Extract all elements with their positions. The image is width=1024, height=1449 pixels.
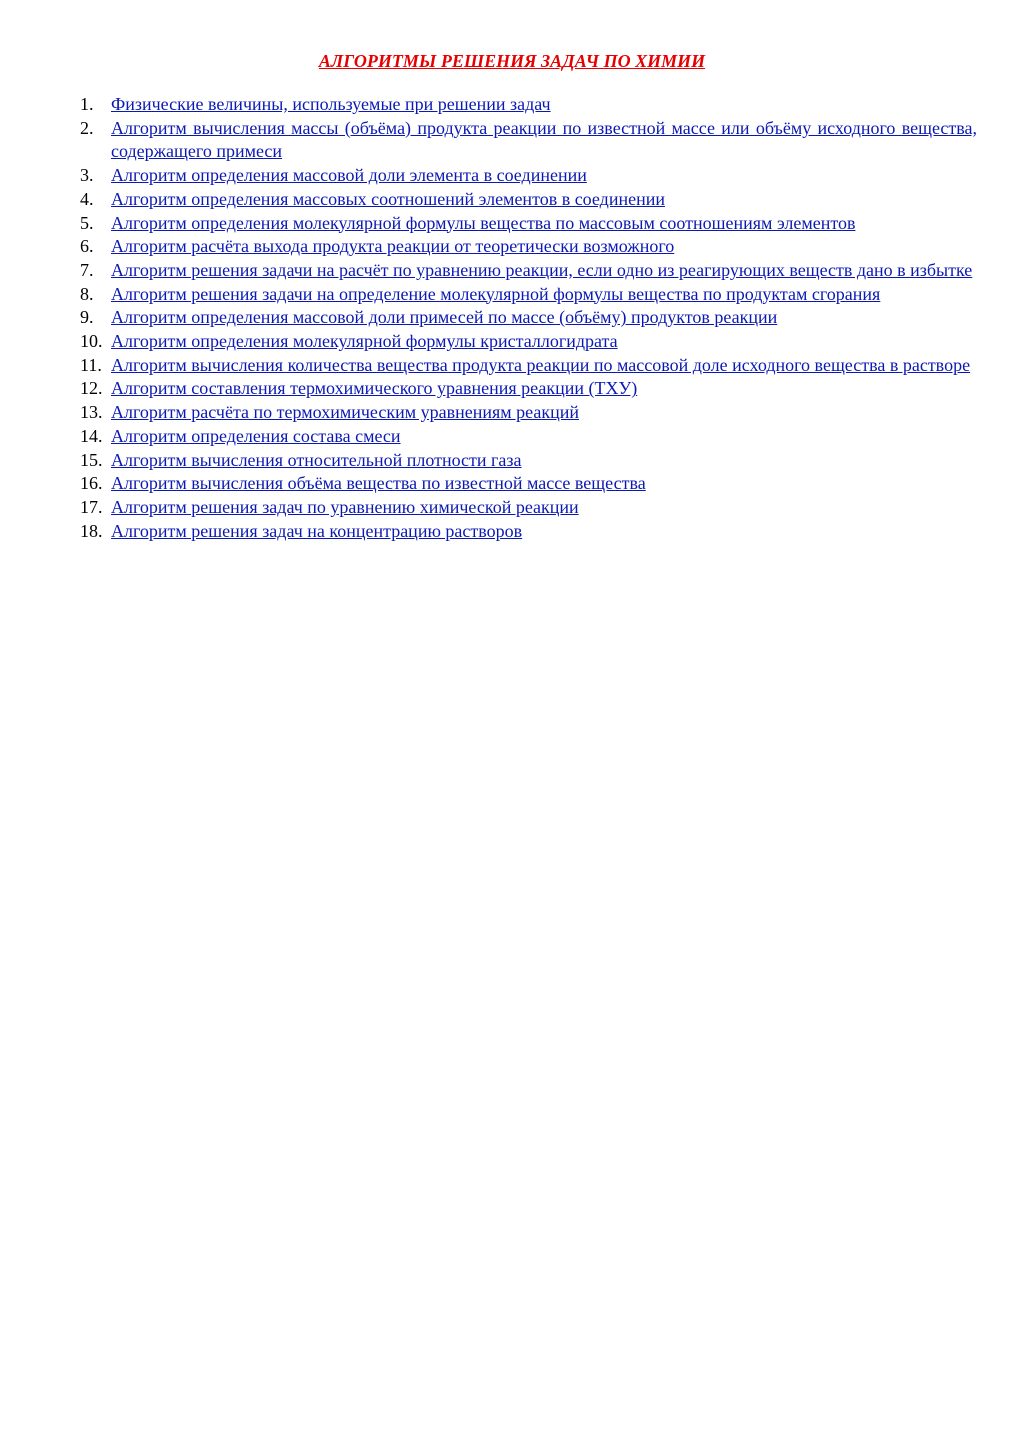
toc-item (80, 401, 977, 425)
toc-item (80, 496, 977, 520)
toc-item-number: 17. (80, 496, 103, 517)
toc-item (80, 377, 977, 401)
toc-item (80, 354, 977, 378)
toc-item (80, 93, 977, 117)
toc-link[interactable]: Алгоритм определения молекулярной формулы вещества по массовым соотношениям элементов (111, 212, 856, 233)
toc-item-number: 16. (80, 473, 103, 494)
toc-item (80, 472, 977, 496)
toc-item-number: 9. (80, 307, 94, 328)
toc-link[interactable]: Алгоритм определения молекулярной формулы кристаллогидрата (111, 331, 618, 352)
toc-item-number: 1. (80, 94, 94, 114)
document-title: АЛГОРИТМЫ РЕШЕНИЯ ЗАДАЧ ПО ХИМИИ (318, 51, 706, 71)
table-of-contents (80, 93, 977, 543)
toc-link[interactable]: Алгоритм составления термохимического уравнения реакции (ТХУ) (111, 378, 638, 399)
toc-item-number: 18. (80, 520, 103, 541)
toc-item-number: 13. (80, 402, 103, 423)
toc-link[interactable]: Алгоритм определения состава смеси (111, 425, 401, 446)
toc-item-number: 2. (80, 117, 94, 138)
toc-link[interactable]: Алгоритм вычисления количества вещества продукта реакции по массовой доле исходного вещества в растворе (111, 354, 971, 375)
toc-item-number: 8. (80, 283, 94, 304)
toc-item (80, 330, 977, 354)
toc-item-number: 7. (80, 259, 94, 280)
toc-item (80, 188, 977, 212)
toc-item (80, 235, 977, 259)
toc-link[interactable]: Алгоритм вычисления массы (объёма) продукта реакции по известной массе или объёму исходного вещества, содержащего примеси (111, 117, 977, 162)
toc-item (80, 117, 977, 164)
toc-item (80, 164, 977, 188)
toc-link[interactable]: Алгоритм определения массовой доли элемента в соединении (111, 165, 587, 186)
toc-item (80, 425, 977, 449)
toc-link[interactable]: Алгоритм решения задач по уравнению химической реакции (111, 496, 579, 517)
toc-item-number: 15. (80, 449, 103, 470)
toc-item-number: 12. (80, 378, 103, 399)
toc-link[interactable]: Физические величины, используемые при решении задач (111, 94, 551, 114)
toc-item-number: 4. (80, 188, 94, 209)
toc-link[interactable]: Алгоритм вычисления объёма вещества по известной массе вещества (111, 473, 646, 494)
toc-link[interactable]: Алгоритм вычисления относительной плотности газа (111, 449, 522, 470)
toc-item (80, 212, 977, 236)
toc-link[interactable]: Алгоритм решения задач на концентрацию растворов (111, 520, 523, 541)
toc-item-number: 5. (80, 212, 94, 233)
toc-item-number: 14. (80, 425, 103, 446)
toc-item (80, 520, 977, 544)
toc-item (80, 259, 977, 283)
toc-link[interactable]: Алгоритм решения задачи на расчёт по уравнению реакции, если одно из реагирующих веществ дано в избытке (111, 259, 973, 280)
toc-link[interactable]: Алгоритм определения массовой доли примесей по массе (объёму) продуктов реакции (111, 307, 778, 328)
toc-item (80, 449, 977, 473)
toc-item-number: 6. (80, 236, 94, 257)
toc-link[interactable]: Алгоритм расчёта выхода продукта реакции от теоретически возможного (111, 236, 675, 257)
toc-link[interactable]: Алгоритм определения массовых соотношений элементов в соединении (111, 188, 665, 209)
toc-item (80, 306, 977, 330)
toc-item (80, 283, 977, 307)
toc-link[interactable]: Алгоритм решения задачи на определение молекулярной формулы вещества по продуктам сгорания (111, 283, 881, 304)
toc-item-number: 11. (80, 354, 102, 375)
toc-item-number: 3. (80, 165, 94, 186)
toc-item-number: 10. (80, 331, 103, 352)
toc-link[interactable]: Алгоритм расчёта по термохимическим уравнениям реакций (111, 402, 579, 423)
